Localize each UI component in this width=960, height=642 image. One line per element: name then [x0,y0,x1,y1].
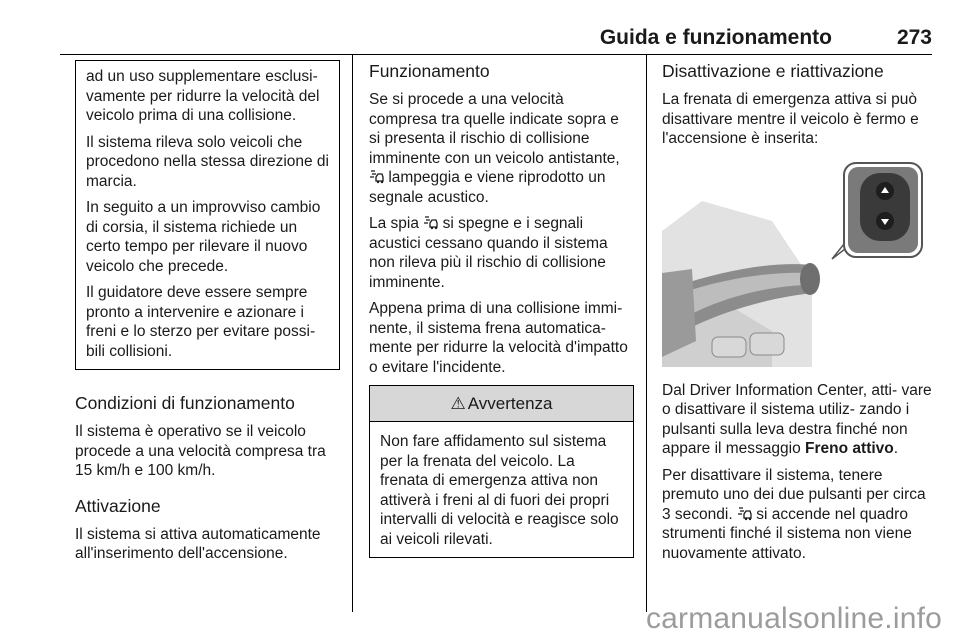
text-span: Dal Driver Information Center, atti- vare o disattivare il sistema utiliz- zando i pulsanti sulla leva destra finché non appare il messaggio [662,381,932,457]
column-left [75,60,340,571]
car-collision-indicator-icon [737,505,752,521]
text-span: . [893,440,899,457]
text-span: La spia [369,215,419,232]
warning-triangle-icon: ⚠ [450,393,466,413]
page-number: 273 [896,26,932,49]
warning-title: Avvertenza [467,393,553,413]
warning-header [370,386,633,422]
column-divider-1 [352,54,353,612]
deactivation-paragraph-2 [662,381,932,459]
operation-paragraph-2 [369,214,634,292]
page-header [60,24,932,52]
operation-paragraph-3: Appena prima di una collisione immi- nente, il sistema frena automatica- mente per ridurre la velocità d'impatto o evitare l'incidente. [369,300,628,376]
deactivation-intro: La frenata di emergenza attiva si può disattivare mentre il veicolo è fermo e l'accensione è inserita: [662,91,919,147]
note-paragraph: Il sistema rileva solo veicoli che procedono nella stessa direzione di marcia. [86,133,329,190]
deactivation-paragraph-3 [662,466,932,564]
section-title: Guida e funzionamento [599,26,832,49]
operation-paragraph-1 [369,90,634,207]
deactivation-heading: Disattivazione e riattivazione [662,61,884,81]
conditions-heading: Condizioni di funzionamento [75,393,295,413]
operation-heading: Funzionamento [369,61,490,81]
note-box [75,60,340,370]
column-divider-2 [646,54,647,612]
conditions-text: Il sistema è operativo se il veicolo procede a una velocità compresa tra 15 km/h e 100 km/h. [75,423,326,479]
column-middle [369,60,634,558]
text-span: lampeggia e viene riprodotto un segnale acustico. [369,169,606,206]
message-name: Freno attivo [805,440,894,457]
watermark: carmanualsonline.info [645,602,942,635]
activation-heading: Attivazione [75,495,161,516]
note-paragraph: ad un uso supplementare esclusi- vamente per ridurre la velocità del veicolo prima di una collisione. [86,68,320,124]
warning-box [369,385,634,558]
car-collision-indicator-icon [369,168,384,184]
column-right [662,60,932,570]
note-paragraph: Il guidatore deve essere sempre pronto a intervenire e azionare i freni e lo sterzo per evitare possi- bili collisioni. [86,284,316,360]
text-span: si spegne e i segnali acustici cessano quando il sistema non rileva più il rischio di collisione imminente. [369,215,608,291]
text-span: Per disattivare il sistema, tenere premuto uno dei due pulsanti per circa 3 secondi. [662,466,926,523]
note-paragraph: In seguito a un improvviso cambio di corsia, il sistema richiede un certo tempo per rilevare il nuovo veicolo che precede. [86,199,321,275]
steering-lever-illustration [662,161,924,367]
car-collision-indicator-icon [423,214,438,230]
warning-body: Non fare affidamento sul sistema per la frenata del veicolo. La frenata di emergenza attiva non attiverà i freni al di fuori dei propri intervalli di velocità e reagisce solo ai veicoli rilevati. [380,433,619,548]
text-span: si accende nel quadro strumenti finché il sistema non viene nuovamente attivato. [662,505,912,562]
text-span: Se si procede a una velocità compresa tra quelle indicate sopra e si presenta il rischio di collisione imminente con un veicolo antistante, [369,91,620,167]
activation-text: Il sistema si attiva automaticamente all'inserimento dell'accensione. [75,525,321,562]
header-rule [60,54,932,55]
